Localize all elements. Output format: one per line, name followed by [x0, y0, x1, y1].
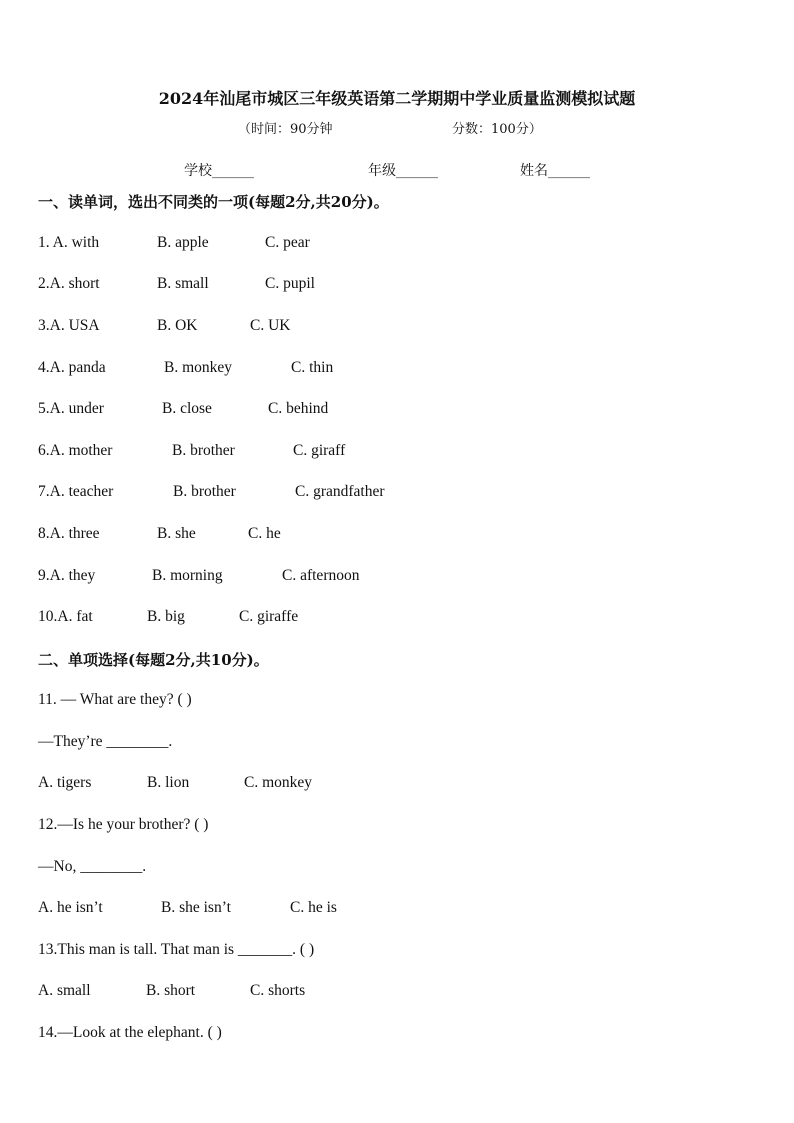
question-8-b: B. she — [157, 525, 196, 542]
question-5-b: B. close — [162, 400, 212, 417]
question-1-b: B. apple — [157, 234, 209, 251]
question-9-a: 9.A. they — [38, 567, 96, 584]
question-3-c: C. UK — [250, 317, 291, 334]
question-12-option-a: A. he isn’t — [38, 899, 103, 916]
school-field: 学校______ — [184, 163, 254, 179]
question-2-c: C. pupil — [265, 275, 315, 292]
question-11-answer-line: —They’re ________. — [38, 733, 173, 750]
question-10-c: C. giraffe — [239, 608, 299, 625]
question-1-a: 1. A. with — [38, 234, 100, 251]
question-12-prompt: 12.—Is he your brother? ( ) — [38, 816, 209, 833]
question-5-a: 5.A. under — [38, 400, 104, 417]
question-12-answer-line: —No, ________. — [38, 858, 147, 875]
question-9-c: C. afternoon — [282, 567, 360, 584]
question-6-b: B. brother — [172, 442, 235, 459]
question-6-a: 6.A. mother — [38, 442, 113, 459]
question-11-option-b: B. lion — [147, 774, 190, 791]
question-11-option-c: C. monkey — [244, 774, 313, 791]
page-title: 2024年汕尾市城区三年级英语第二学期期中学业质量监测模拟试题 — [158, 89, 636, 108]
question-4-c: C. thin — [291, 359, 334, 376]
question-11-option-a: A. tigers — [38, 774, 92, 791]
question-4-b: B. monkey — [164, 359, 233, 376]
question-14-prompt: 14.—Look at the elephant. ( ) — [38, 1024, 222, 1041]
question-1-c: C. pear — [265, 234, 310, 251]
question-8-c: C. he — [248, 525, 281, 542]
question-10-a: 10.A. fat — [38, 608, 93, 625]
question-7-b: B. brother — [173, 483, 236, 500]
question-7-c: C. grandfather — [295, 483, 385, 500]
question-13-option-c: C. shorts — [250, 982, 306, 999]
question-3-b: B. OK — [157, 317, 198, 334]
section-1-heading: 一、读单词，选出不同类的一项(每题2分,共20分)。 — [38, 193, 389, 211]
name-field: 姓名______ — [520, 163, 590, 179]
question-13-option-b: B. short — [146, 982, 196, 999]
question-7-a: 7.A. teacher — [38, 483, 114, 500]
question-12-option-b: B. she isn’t — [161, 899, 231, 916]
question-2-b: B. small — [157, 275, 209, 292]
question-9-b: B. morning — [152, 567, 223, 584]
question-12-option-c: C. he is — [290, 899, 337, 916]
question-13-option-a: A. small — [38, 982, 91, 999]
section-2-heading: 二、单项选择(每题2分,共10分)。 — [38, 651, 269, 669]
question-10-b: B. big — [147, 608, 185, 625]
question-6-c: C. giraff — [293, 442, 346, 459]
question-13-prompt: 13.This man is tall. That man is _______. ( ) — [38, 941, 315, 958]
exam-score: 分数：100分） — [452, 122, 542, 137]
question-3-a: 3.A. USA — [38, 317, 100, 334]
question-8-a: 8.A. three — [38, 525, 100, 542]
exam-time: （时间：90分钟 — [238, 122, 333, 137]
question-5-c: C. behind — [268, 400, 329, 417]
question-4-a: 4.A. panda — [38, 359, 106, 376]
question-11-prompt: 11. — What are they? ( ) — [38, 691, 192, 708]
grade-field: 年级______ — [368, 163, 438, 179]
question-2-a: 2.A. short — [38, 275, 100, 292]
